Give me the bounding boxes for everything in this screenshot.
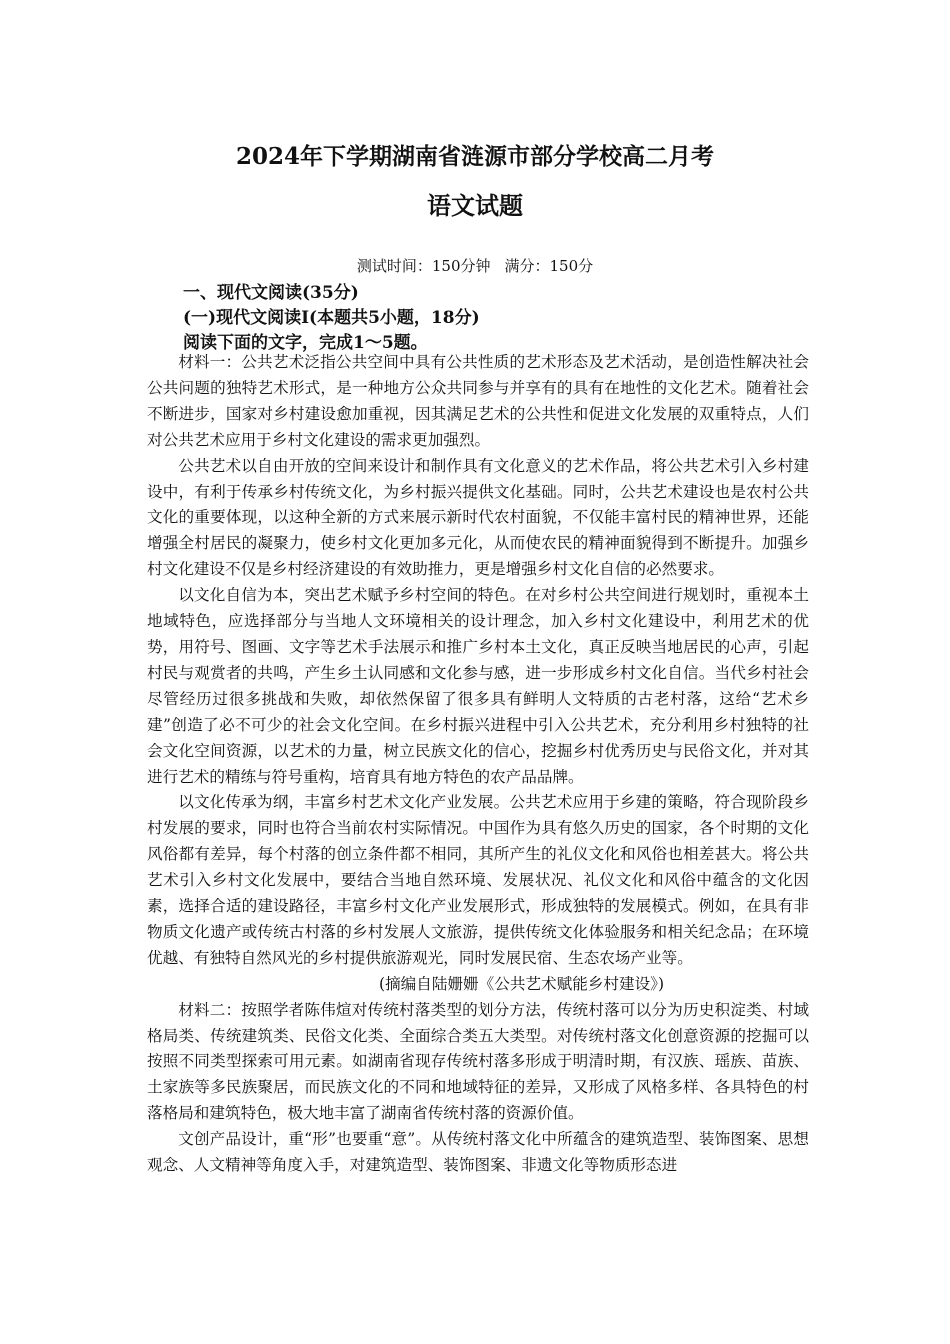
paragraph-material-one: 材料一：公共艺术泛指公共空间中具有公共性质的艺术形态及艺术活动，是创造性解决社会公共问题的独特艺术形式，是一种地方公众共同参与并享有的具有在地性的文化艺术。随着社会不断进步，国家对乡村建设愈加重视，因其满足艺术的公共性和促进文化发展的双重特点，人们对公共艺术应用于乡村文化建设的需求更加强烈。 [147,353,809,449]
test-time: 测试时间：150分钟 [356,257,491,275]
subject-title: 语文试题 [427,191,523,220]
paragraph: 文创产品设计，重“形”也要重“意”。从传统村落文化中所蕴含的建筑造型、装饰图案、思想观念、人文精神等角度入手，对建筑造型、装饰图案、非遗文化等物质形态进 [147,1130,809,1175]
section-heading: 一、现代文阅读(35分) [183,283,359,303]
paragraph: 公共艺术以自由开放的空间来设计和制作具有文化意义的艺术作品，将公共艺术引入乡村建设中，有利于传承乡村传统文化，为乡村振兴提供文化基础。同时，公共艺术建设也是农村公共文化的重要体现，以这种全新的方式来展示新时代农村面貌，不仅能丰富村民的精神世界，还能增强全村居民的凝聚力，使乡村文化更加多元化，从而使农民的精神面貌得到不断提升。加强乡村文化建设不仅是乡村经济建设的有效助推力，更是增强乡村文化自信的必然要求。 [147,456,809,579]
exam-title: 2024年下学期湖南省涟源市部分学校高二月考 [235,143,714,170]
reading-passage [147,350,809,1179]
source-citation: (摘编自陆姗姗《公共艺术赋能乡村建设》) [379,974,665,993]
paragraph-material-two: 材料二：按照学者陈伟煊对传统村落类型的划分方法，传统村落可以分为历史积淀类、村域格局类、传统建筑类、民俗文化类、全面综合类五大类型。对传统村落文化创意资源的挖掘可以按照不同类型探索可用元素。如湖南省现存传统村落多形成于明清时期，有汉族、瑶族、苗族、土家族等多民族聚居，而民族文化的不同和地域特征的差异，又形成了风格多样、各具特色的村落格局和建筑特色，极大地丰富了湖南省传统村落的资源价值。 [147,1000,809,1123]
paragraph: 以文化自信为本，突出艺术赋予乡村空间的特色。在对乡村公共空间进行规划时，重视本土地域特色，应选择部分与当地人文环境相关的设计理念，加入乡村文化建设中，利用艺术的优势，用符号、图画、文字等艺术手法展示和推广乡村本土文化，真正反映当地居民的心声，引起村民与观赏者的共鸣，产生乡土认同感和文化参与感，进一步形成乡村文化自信。当代乡村社会尽管经历过很多挑战和失败，却依然保留了很多具有鲜明人文特质的古老村落，这给“艺术乡建”创造了必不可少的社会文化空间。在乡村振兴进程中引入公共艺术，充分利用乡村独特的社会文化空间资源，以艺术的力量，树立民族文化的信心，挖掘乡村优秀历史与民俗文化，并对其进行艺术的精练与符号重构，培育具有地方特色的农产品品牌。 [147,586,809,786]
subsection-heading: (一)现代文阅读Ⅰ(本题共5小题，18分) [183,308,480,328]
full-score: 满分：150分 [504,257,594,275]
reading-instruction: 阅读下面的文字，完成1～5题。 [183,333,428,353]
paragraph: 以文化传承为纲，丰富乡村艺术文化产业发展。公共艺术应用于乡建的策略，符合现阶段乡村发展的要求，同时也符合当前农村实际情况。中国作为具有悠久历史的国家，各个时期的文化风俗都有差异，每个村落的创立条件都不相同，其所产生的礼仪文化和风俗也相差甚大。将公共艺术引入乡村文化发展中，要结合当地自然环境、发展状况、礼仪文化和风俗中蕴含的文化因素，选择合适的建设路径，丰富乡村文化产业发展形式，形成独特的发展模式。例如，在具有非物质文化遗产或传统古村落的乡村发展人文旅游，提供传统文化体验服务和相关纪念品；在环境优越、有独特自然风光的乡村提供旅游观光，同时发展民宿、生态农场产业等。 [147,793,809,967]
exam-info [0,255,950,276]
